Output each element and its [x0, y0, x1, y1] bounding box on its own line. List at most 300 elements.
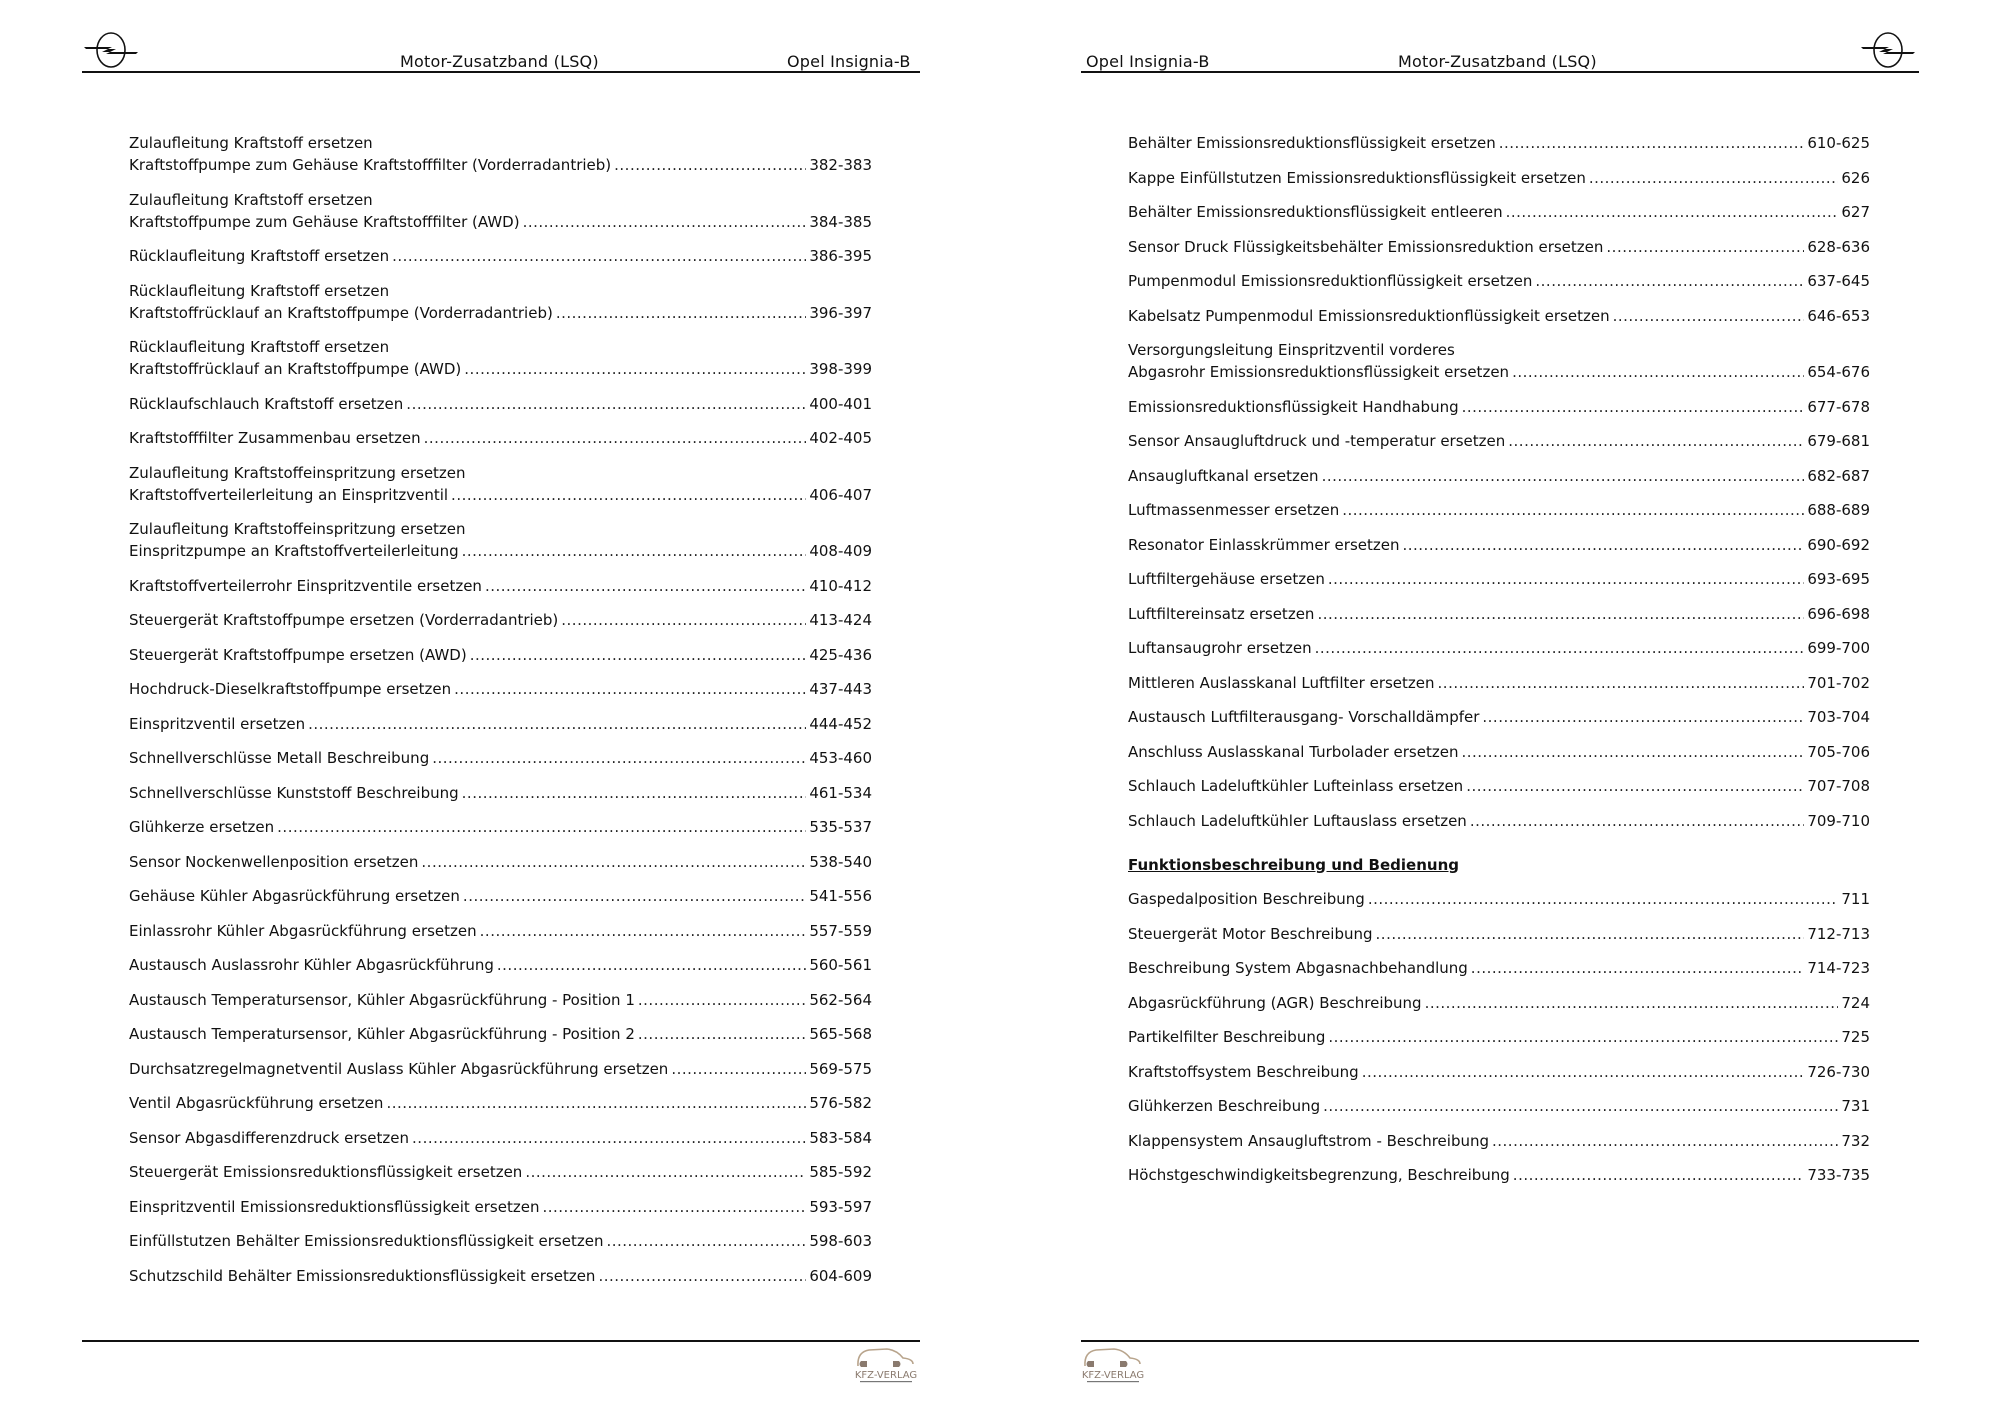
toc-entry[interactable] [129, 954, 872, 976]
toc-entry-row [1128, 888, 1870, 910]
toc-entry-pages: 688-689 [1807, 501, 1870, 519]
toc-entry-title: Schutzschild Behälter Emissionsreduktionsflüssigkeit ersetzen [129, 1266, 596, 1285]
toc-entry[interactable] [1128, 603, 1870, 625]
toc-entry-title: Austausch Auslassrohr Kühler Abgasrückführung [129, 956, 494, 974]
header-model: Opel Insignia-B [1086, 52, 1210, 71]
toc-entry-title: Ventil Abgasrückführung ersetzen [129, 1094, 384, 1112]
toc-entry-row [1128, 992, 1870, 1014]
toc-entry-title: Einspritzventil ersetzen [129, 714, 306, 733]
toc-entry-row [129, 1230, 872, 1252]
dot-leader [454, 678, 806, 700]
toc-entry[interactable] [129, 336, 872, 380]
dot-leader [424, 427, 807, 449]
toc-entry-title: Behälter Emissionsreduktionsflüssigkeit entleeren [1128, 203, 1503, 221]
dot-leader [542, 1196, 806, 1218]
toc-entry-pages: 396-397 [809, 303, 872, 322]
dot-leader [308, 713, 806, 735]
toc-entry-group: Zulaufleitung Kraftstoff ersetzen [129, 134, 373, 152]
toc-entry[interactable] [129, 747, 872, 769]
dot-leader [606, 1230, 806, 1252]
toc-entry-title: Einfüllstutzen Behälter Emissionsreduktionsflüssigkeit ersetzen [129, 1232, 604, 1250]
dot-leader [671, 1058, 806, 1080]
toc-entry-title: Behälter Emissionsreduktionsflüssigkeit ersetzen [1128, 134, 1496, 152]
toc-entry[interactable] [129, 885, 872, 907]
toc-entry[interactable] [129, 427, 872, 449]
toc-entry-row [129, 1127, 872, 1149]
dot-leader [421, 851, 806, 873]
toc-entry-group: Zulaufleitung Kraftstoffeinspritzung ersetzen [129, 463, 466, 482]
toc-entry-pages: 386-395 [809, 247, 872, 265]
dot-leader [1323, 1095, 1838, 1117]
toc-entry-row [129, 1023, 872, 1045]
toc-entry-row [129, 816, 872, 838]
dot-leader [463, 885, 806, 907]
toc-entry[interactable] [1128, 1164, 1870, 1186]
dot-leader [1425, 992, 1839, 1014]
svg-text:KFZ-VERLAG: KFZ-VERLAG [1081, 1370, 1145, 1381]
toc-entry-row [1128, 741, 1870, 763]
dot-leader [1438, 672, 1805, 694]
toc-entry[interactable] [1128, 270, 1870, 292]
toc-entry-title: Austausch Temperatursensor, Kühler Abgasrückführung - Position 1 [129, 990, 635, 1009]
toc-entry-title: Sensor Druck Flüssigkeitsbehälter Emissionsreduktion ersetzen [1128, 237, 1604, 256]
toc-entry[interactable] [129, 1161, 872, 1183]
toc-entry[interactable] [1128, 706, 1870, 728]
toc-entry-pages: 646-653 [1807, 306, 1870, 325]
dot-leader [406, 393, 806, 415]
toc-entry-title: Kappe Einfüllstutzen Emissionsreduktionsflüssigkeit ersetzen [1128, 168, 1586, 187]
toc-entry[interactable] [129, 1196, 872, 1218]
toc-entry[interactable] [129, 782, 872, 804]
toc-entry-pages: 731 [1841, 1097, 1870, 1115]
toc-entry-pages: 682-687 [1807, 466, 1870, 485]
dot-leader [525, 1161, 806, 1183]
toc-entry-pages: 628-636 [1807, 237, 1870, 256]
toc-entry-pages: 560-561 [809, 956, 872, 974]
toc-entry-title: Sensor Nockenwellenposition ersetzen [129, 852, 419, 871]
footer-divider [1081, 1340, 1919, 1342]
toc-entry-pages: 576-582 [809, 1094, 872, 1112]
toc-entry-title: Emissionsreduktionsflüssigkeit Handhabung [1128, 397, 1459, 416]
toc-entry-row [129, 885, 872, 907]
toc-entry-title: Steuergerät Emissionsreduktionsflüssigkeit ersetzen [129, 1163, 523, 1181]
toc-entry-pages: 565-568 [809, 1025, 872, 1043]
toc-entry-row [129, 920, 872, 942]
toc-entry-pages: 610-625 [1807, 134, 1870, 152]
toc-entry-pages: 637-645 [1807, 272, 1870, 290]
toc-entry-pages: 382-383 [809, 156, 872, 174]
dot-leader [451, 484, 806, 506]
toc-entry-pages: 598-603 [809, 1232, 872, 1250]
toc-entry[interactable] [1128, 132, 1870, 154]
toc-entry-pages: 408-409 [809, 542, 872, 560]
dot-leader [598, 1265, 806, 1287]
toc-entry-title: Kraftstofffilter Zusammenbau ersetzen [129, 429, 421, 447]
dot-leader [1461, 741, 1804, 763]
toc-entry-row [1128, 465, 1870, 487]
toc-entry[interactable] [1128, 957, 1870, 979]
toc-entry-group: Zulaufleitung Kraftstoffeinspritzung ersetzen [129, 520, 466, 538]
footer-divider [82, 1340, 920, 1342]
toc-entry[interactable] [1128, 534, 1870, 556]
toc-entry-title: Kraftstoffrücklauf an Kraftstoffpumpe (AWD) [129, 360, 462, 378]
toc-entry-row [1128, 132, 1870, 154]
toc-entry[interactable] [129, 245, 872, 267]
toc-entry-pages: 402-405 [809, 429, 872, 447]
dot-leader [1492, 1130, 1838, 1152]
dot-leader [1513, 1164, 1805, 1186]
toc-entry[interactable] [129, 462, 872, 506]
toc-entry-row [1128, 672, 1870, 694]
toc-entry-title: Luftmassenmesser ersetzen [1128, 501, 1340, 519]
toc-entry-title: Kraftstoffsystem Beschreibung [1128, 1062, 1359, 1081]
header-title: Motor-Zusatzband (LSQ) [1398, 52, 1597, 71]
toc-entry-title: Beschreibung System Abgasnachbehandlung [1128, 959, 1468, 977]
toc-entry[interactable] [129, 816, 872, 838]
toc-entry-title: Rücklaufschlauch Kraftstoff ersetzen [129, 394, 404, 413]
toc-entry-pages: 410-412 [809, 576, 872, 595]
toc-entry-title: Glühkerze ersetzen [129, 818, 275, 836]
toc-entry-title: Gehäuse Kühler Abgasrückführung ersetzen [129, 887, 460, 905]
toc-entry-pages: 569-575 [809, 1059, 872, 1078]
toc-entry-row [129, 211, 872, 233]
toc-entry-title: Hochdruck-Dieselkraftstoffpumpe ersetzen [129, 680, 452, 698]
toc-entry-group: Rücklaufleitung Kraftstoff ersetzen [129, 281, 390, 300]
toc-entry[interactable] [129, 1230, 872, 1252]
toc-entry-title: Abgasrohr Emissionsreduktionsflüssigkeit ersetzen [1128, 363, 1510, 381]
toc-entry-title: Luftansaugrohr ersetzen [1128, 639, 1312, 657]
toc-entry-title: Kraftstoffverteilerleitung an Einspritzventil [129, 485, 449, 504]
toc-entry-row [129, 358, 872, 380]
dot-leader [638, 1023, 806, 1045]
toc-entry-pages: 541-556 [809, 887, 872, 905]
toc-entry[interactable] [129, 1058, 872, 1080]
toc-entry-row [1128, 923, 1870, 945]
dot-leader [1482, 706, 1804, 728]
toc-entry[interactable] [129, 609, 872, 631]
header-divider [82, 71, 920, 73]
toc-entry-pages: 585-592 [809, 1163, 872, 1181]
toc-entry[interactable] [129, 1092, 872, 1114]
toc-entry[interactable] [129, 678, 872, 700]
toc-entry-row [129, 1196, 872, 1218]
toc-entry-pages: 626 [1841, 168, 1870, 187]
toc-entry[interactable] [1128, 465, 1870, 487]
toc-entry[interactable] [1128, 775, 1870, 797]
toc-entry-pages: 557-559 [809, 921, 872, 940]
toc-entry[interactable] [1128, 741, 1870, 763]
dot-leader [1506, 201, 1839, 223]
toc-entry-pages: 654-676 [1807, 363, 1870, 381]
toc-entry[interactable] [1128, 1095, 1870, 1117]
toc-list [1128, 132, 1870, 1199]
dot-leader [464, 358, 806, 380]
toc-entry-group: Zulaufleitung Kraftstoff ersetzen [129, 190, 373, 209]
toc-entry-title: Luftfiltereinsatz ersetzen [1128, 604, 1315, 623]
dot-leader [392, 245, 806, 267]
toc-entry-row [1128, 430, 1870, 452]
toc-entry[interactable] [1128, 1061, 1870, 1083]
toc-entry[interactable] [129, 1127, 872, 1149]
toc-entry[interactable] [129, 713, 872, 735]
toc-entry-row [1128, 361, 1870, 383]
toc-entry[interactable] [1128, 167, 1870, 189]
toc-entry-pages: 726-730 [1807, 1062, 1870, 1081]
opel-logo-icon [82, 30, 140, 70]
toc-entry[interactable] [129, 189, 872, 233]
toc-entry[interactable] [129, 1023, 872, 1045]
dot-leader [1535, 270, 1804, 292]
toc-entry[interactable] [129, 518, 872, 562]
svg-text:KFZ-VERLAG: KFZ-VERLAG [854, 1370, 918, 1381]
toc-entry-row [1128, 603, 1870, 625]
toc-entry-title: Pumpenmodul Emissionsreduktionflüssigkeit ersetzen [1128, 272, 1533, 290]
toc-entry[interactable] [1128, 923, 1870, 945]
dot-leader [1470, 810, 1805, 832]
toc-entry[interactable] [1128, 236, 1870, 258]
toc-entry-title: Partikelfilter Beschreibung [1128, 1028, 1326, 1046]
right-page [1000, 0, 2000, 1413]
toc-entry-group: Rücklaufleitung Kraftstoff ersetzen [129, 338, 390, 356]
toc-entry-row [129, 678, 872, 700]
toc-entry-row [1128, 270, 1870, 292]
toc-entry[interactable] [129, 920, 872, 942]
toc-entry-pages: 711 [1841, 890, 1870, 908]
toc-entry-row [129, 1161, 872, 1183]
toc-entry-pages: 406-407 [809, 485, 872, 504]
dot-leader [432, 747, 806, 769]
toc-entry[interactable] [1128, 568, 1870, 590]
toc-entry-title: Austausch Temperatursensor, Kühler Abgasrückführung - Position 2 [129, 1025, 635, 1043]
toc-entry-title: Luftfiltergehäuse ersetzen [1128, 570, 1325, 588]
toc-entry-title: Höchstgeschwindigkeitsbegrenzung, Beschreibung [1128, 1166, 1510, 1184]
toc-entry-row [1128, 534, 1870, 556]
toc-entry[interactable] [129, 280, 872, 324]
toc-entry-pages: 725 [1841, 1028, 1870, 1046]
toc-entry-title: Gaspedalposition Beschreibung [1128, 890, 1365, 908]
toc-entry-row [1128, 1095, 1870, 1117]
toc-entries [1128, 132, 1870, 832]
toc-entry-pages: 690-692 [1807, 535, 1870, 554]
toc-entry-row [1128, 706, 1870, 728]
toc-entry[interactable] [1128, 888, 1870, 910]
toc-entry-row [1128, 396, 1870, 418]
toc-entry-pages: 384-385 [809, 212, 872, 231]
toc-entry-pages: 535-537 [809, 818, 872, 836]
toc-entry-row [1128, 1130, 1870, 1152]
toc-entry-row [1128, 810, 1870, 832]
toc-section-entries [1128, 888, 1870, 1186]
toc-entry-row [1128, 568, 1870, 590]
toc-entry[interactable] [129, 851, 872, 873]
toc-entry-title: Einspritzventil Emissionsreduktionsflüssigkeit ersetzen [129, 1197, 540, 1216]
toc-entry[interactable] [129, 1265, 872, 1287]
toc-entry-pages: 425-436 [809, 645, 872, 664]
header-model: Opel Insignia-B [787, 52, 911, 71]
toc-entry-pages: 714-723 [1807, 959, 1870, 977]
toc-entry[interactable] [1128, 992, 1870, 1014]
toc-entry-title: Mittleren Auslasskanal Luftfilter ersetzen [1128, 673, 1435, 692]
toc-entry-pages: 701-702 [1807, 673, 1870, 692]
toc-entry-row [129, 747, 872, 769]
toc-entry[interactable] [1128, 499, 1870, 521]
toc-entry[interactable] [129, 989, 872, 1011]
toc-entry-title: Steuergerät Motor Beschreibung [1128, 924, 1373, 943]
toc-list [129, 132, 872, 1299]
toc-entry-title: Kraftstoffverteilerrohr Einspritzventile ersetzen [129, 576, 482, 595]
opel-logo-icon [1859, 30, 1917, 70]
toc-entry[interactable] [1128, 1026, 1870, 1048]
toc-entry-pages: 707-708 [1807, 777, 1870, 795]
toc-entry-pages: 562-564 [809, 990, 872, 1009]
toc-entry-row [129, 713, 872, 735]
dot-leader [638, 989, 806, 1011]
toc-entry-row [1128, 201, 1870, 223]
dot-leader [1317, 603, 1804, 625]
toc-entry-group: Versorgungsleitung Einspritzventil vorderes [1128, 341, 1455, 359]
toc-entry-row [129, 393, 872, 415]
dot-leader [480, 920, 807, 942]
toc-entry-pages: 703-704 [1807, 708, 1870, 726]
toc-entry[interactable] [1128, 810, 1870, 832]
dot-leader [1606, 236, 1804, 258]
toc-entry-title: Steuergerät Kraftstoffpumpe ersetzen (AWD) [129, 645, 467, 664]
dot-leader [1508, 430, 1804, 452]
toc-entry[interactable] [1128, 201, 1870, 223]
toc-entry-pages: 461-534 [809, 783, 872, 802]
toc-entry-title: Schnellverschlüsse Kunststoff Beschreibung [129, 783, 459, 802]
dot-leader [386, 1092, 806, 1114]
toc-entry-pages: 604-609 [809, 1266, 872, 1285]
toc-entry-pages: 400-401 [809, 394, 872, 413]
toc-entry[interactable] [1128, 339, 1870, 383]
toc-entry[interactable] [129, 393, 872, 415]
toc-entry[interactable] [1128, 305, 1870, 327]
dot-leader [1328, 568, 1804, 590]
toc-entry-row [1128, 957, 1870, 979]
toc-entry[interactable] [129, 575, 872, 597]
toc-entry-row [1128, 1164, 1870, 1186]
dot-leader [462, 782, 807, 804]
toc-entry-pages: 679-681 [1807, 432, 1870, 450]
section-heading: Funktionsbeschreibung und Bedienung [1128, 855, 1459, 874]
toc-entry-row [129, 1058, 872, 1080]
toc-entry-row [1128, 167, 1870, 189]
toc-entry-title: Schlauch Ladeluftkühler Lufteinlass ersetzen [1128, 777, 1464, 795]
toc-entry-title: Sensor Abgasdifferenzdruck ersetzen [129, 1128, 410, 1147]
toc-entry[interactable] [1128, 672, 1870, 694]
toc-entry-pages: 593-597 [809, 1197, 872, 1216]
toc-entry-pages: 705-706 [1807, 742, 1870, 761]
toc-entry-pages: 709-710 [1807, 811, 1870, 830]
toc-entry-title: Steuergerät Kraftstoffpumpe ersetzen (Vorderradantrieb) [129, 611, 559, 629]
toc-entry[interactable] [1128, 637, 1870, 659]
dot-leader [1376, 923, 1805, 945]
dot-leader [1462, 396, 1805, 418]
toc-entry-pages: 712-713 [1807, 924, 1870, 943]
toc-entry-row [129, 484, 872, 506]
toc-entry-row [129, 575, 872, 597]
toc-entry-row [1128, 1026, 1870, 1048]
toc-entry-row [1128, 1061, 1870, 1083]
header-divider [1081, 71, 1919, 73]
dot-leader [523, 211, 807, 233]
dot-leader [1402, 534, 1804, 556]
toc-entry-row [129, 302, 872, 324]
toc-entry[interactable] [1128, 396, 1870, 418]
dot-leader [462, 540, 807, 562]
kfz-verlag-logo-icon [1080, 1344, 1146, 1386]
dot-leader [556, 302, 806, 324]
toc-entry-title: Abgasrückführung (AGR) Beschreibung [1128, 993, 1422, 1012]
dot-leader [1512, 361, 1804, 383]
toc-entry[interactable] [1128, 1130, 1870, 1152]
toc-entry-row [129, 245, 872, 267]
toc-entry-title: Kraftstoffrücklauf an Kraftstoffpumpe (Vorderradantrieb) [129, 303, 553, 322]
toc-entry-pages: 444-452 [809, 714, 872, 733]
toc-entry-row [129, 427, 872, 449]
toc-entry-title: Kraftstoffpumpe zum Gehäuse Kraftstofffilter (Vorderradantrieb) [129, 156, 612, 174]
toc-entry[interactable] [1128, 430, 1870, 452]
dot-leader [1471, 957, 1805, 979]
dot-leader [1322, 465, 1805, 487]
dot-leader [1466, 775, 1804, 797]
toc-entry-title: Klappensystem Ansaugluftstrom - Beschreibung [1128, 1131, 1489, 1150]
toc-entry-row [129, 782, 872, 804]
toc-entry-row [1128, 499, 1870, 521]
toc-entry-title: Kabelsatz Pumpenmodul Emissionsreduktionflüssigkeit ersetzen [1128, 306, 1610, 325]
toc-entry[interactable] [129, 644, 872, 666]
toc-entry-row [129, 644, 872, 666]
toc-entry-row [129, 540, 872, 562]
toc-entry-pages: 732 [1841, 1131, 1870, 1150]
dot-leader [1362, 1061, 1805, 1083]
toc-entry-pages: 583-584 [809, 1128, 872, 1147]
toc-entry-pages: 437-443 [809, 680, 872, 698]
toc-entry-title: Einlassrohr Kühler Abgasrückführung ersetzen [129, 921, 477, 940]
toc-entry-pages: 413-424 [809, 611, 872, 629]
header-title: Motor-Zusatzband (LSQ) [400, 52, 599, 71]
dot-leader [1328, 1026, 1838, 1048]
toc-entry-row [129, 851, 872, 873]
toc-entry[interactable] [129, 132, 872, 176]
dot-leader [1315, 637, 1805, 659]
toc-entry-title: Ansaugluftkanal ersetzen [1128, 466, 1319, 485]
dot-leader [412, 1127, 806, 1149]
toc-entry-row [1128, 637, 1870, 659]
toc-entry-title: Schlauch Ladeluftkühler Luftauslass ersetzen [1128, 811, 1467, 830]
dot-leader [485, 575, 806, 597]
dot-leader [1368, 888, 1839, 910]
toc-entry-title: Rücklaufleitung Kraftstoff ersetzen [129, 247, 390, 265]
toc-entry-pages: 398-399 [809, 360, 872, 378]
dot-leader [277, 816, 806, 838]
dot-leader [497, 954, 806, 976]
toc-entry-row [129, 1265, 872, 1287]
toc-entry-row [1128, 305, 1870, 327]
toc-entry-row [1128, 775, 1870, 797]
kfz-verlag-logo-icon [853, 1344, 919, 1386]
toc-entry-title: Anschluss Auslasskanal Turbolader ersetzen [1128, 742, 1459, 761]
dot-leader [1613, 305, 1805, 327]
toc-entry-title: Kraftstoffpumpe zum Gehäuse Kraftstofffilter (AWD) [129, 212, 520, 231]
toc-entry-pages: 724 [1841, 993, 1870, 1012]
dot-leader [614, 154, 806, 176]
dot-leader [1589, 167, 1839, 189]
toc-entry-title: Sensor Ansaugluftdruck und -temperatur ersetzen [1128, 432, 1506, 450]
toc-entry-pages: 699-700 [1807, 639, 1870, 657]
toc-entry-title: Austausch Luftfilterausgang- Vorschalldämpfer [1128, 708, 1480, 726]
